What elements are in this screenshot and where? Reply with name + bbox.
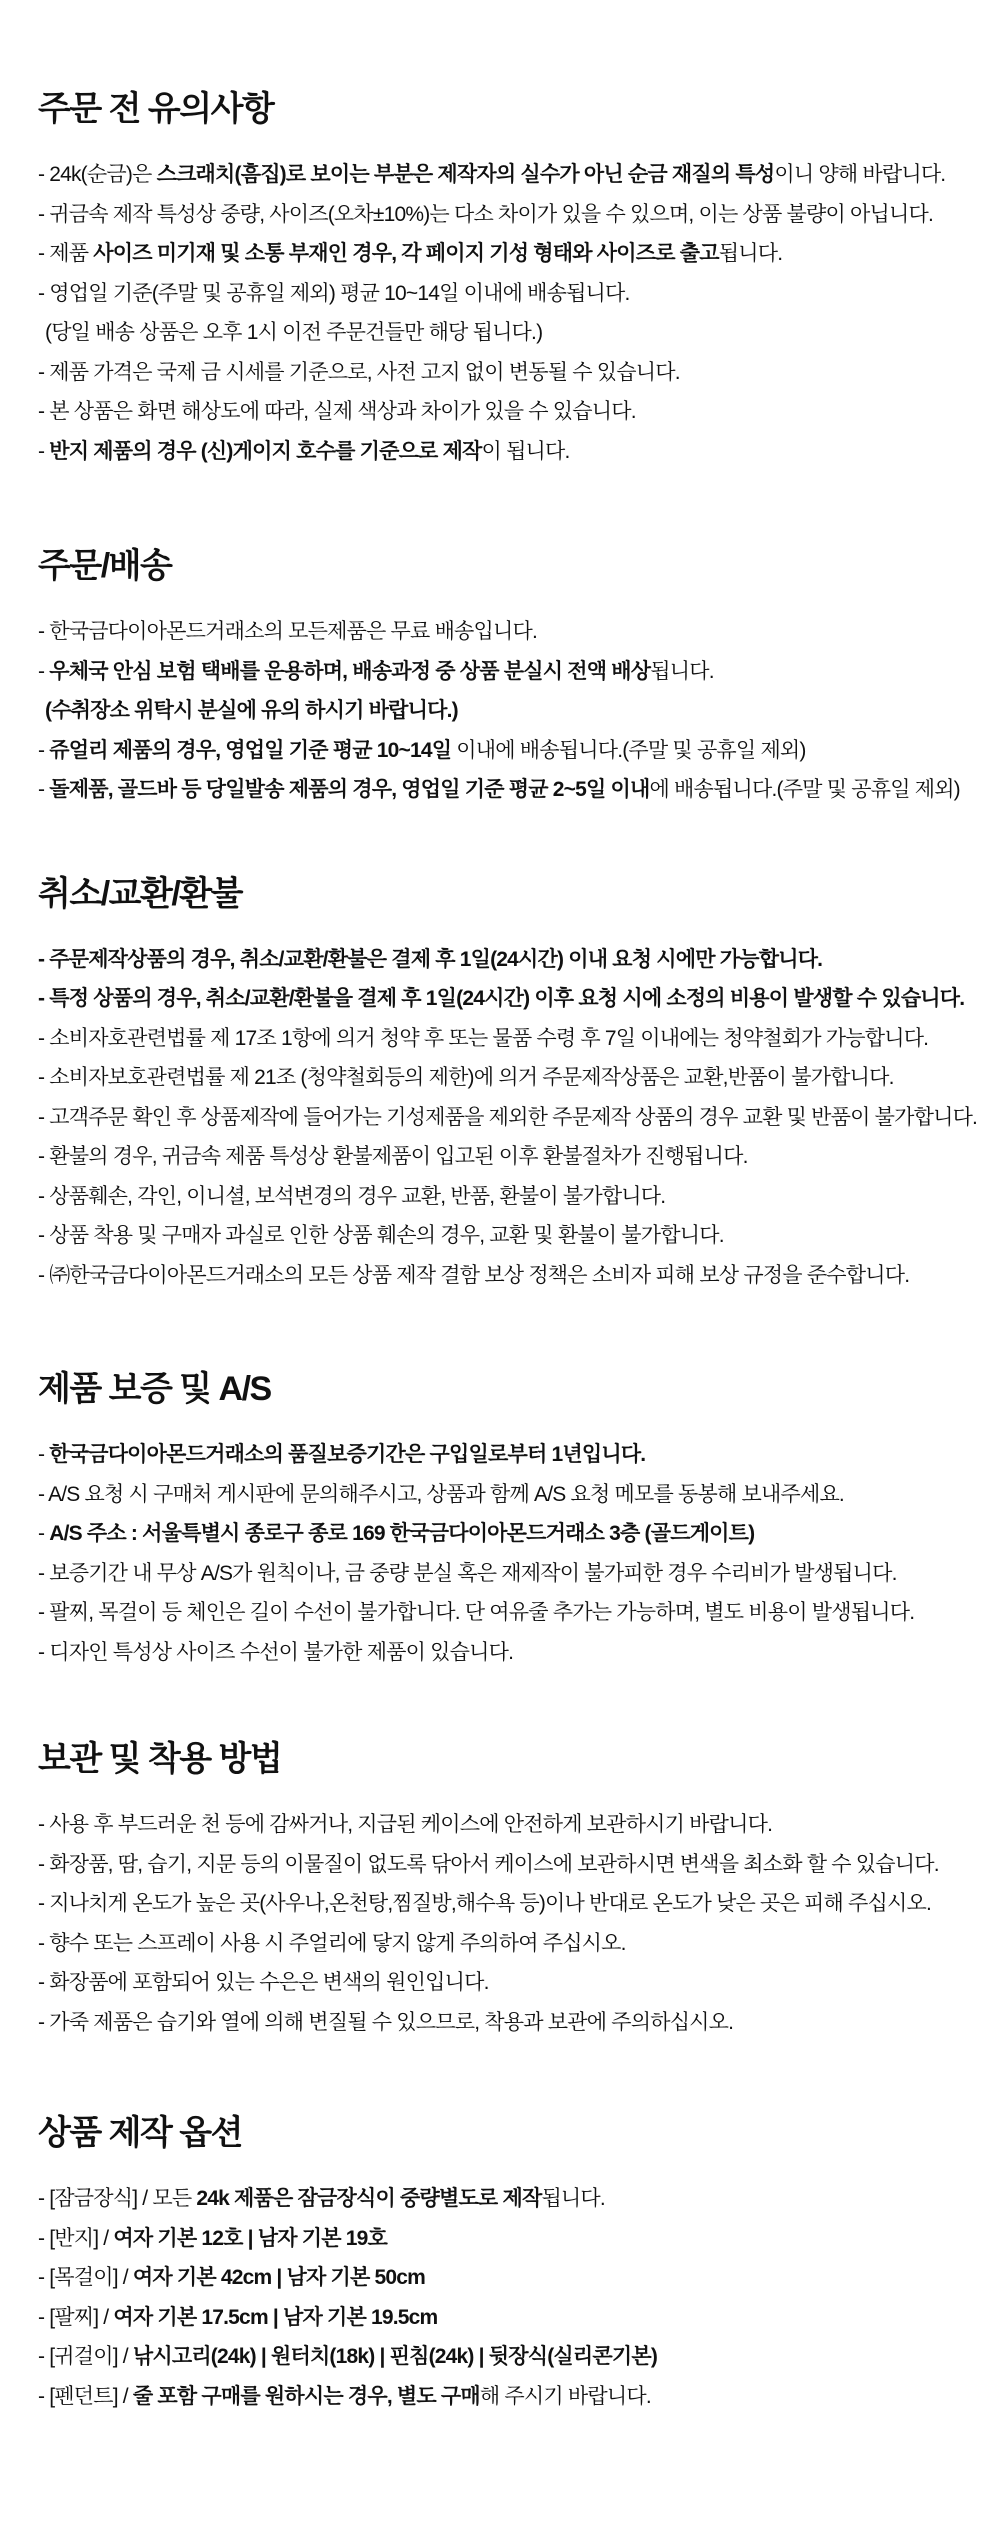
text-segment: 24k 제품은 잠금장식이 중량별도로 제작 [196,2187,542,2210]
list-item [38,1177,1000,1217]
text-segment: 됩니다. [650,659,714,683]
list-item [38,1884,1000,1924]
text-segment: 낚시고리(24k) | 원터치(18k) | 핀침(24k) | 뒷장식(실리콘기본) [132,2345,658,2368]
list-item [38,940,1000,980]
list-item [38,2219,1000,2259]
text-segment: (당일 배송 상품은 오후 1시 이전 주문건들만 해당 됩니다.) [45,321,543,344]
text-segment: - [38,778,50,801]
text-segment: - [38,738,50,762]
list-item [38,392,1000,432]
notice-section [38,2113,1000,2416]
list-item [38,2377,1000,2417]
text-segment: - 24k(순금)은 [38,163,157,186]
text-segment: - 고객주문 확인 후 상품제작에 들어가는 기성제품을 제외한 주문제작 상품의 경우 교환 및 반품이 불가합니다. [38,1105,978,1129]
text-segment: - 소비자보호관련법률 제 21조 (청약철회등의 제한)에 의거 주문제작상품은 교환,반품이 불가합니다. [38,1066,894,1089]
section-title: 주문 전 유의사항 [38,90,274,128]
section-title: 주문/배송 [38,547,172,585]
text-segment: - 지나치게 온도가 높은 곳(사우나,온천탕,찜질방,해수욕 등)이나 반대로 온도가 낮은 곳은 피해 주십시오. [38,1892,932,1915]
section-items [38,155,1000,471]
list-item [38,1435,1000,1475]
text-segment: - 영업일 기준(주말 및 공휴일 제외) 평균 10~14일 이내에 배송됩니다. [38,281,630,305]
text-segment: A/S 주소 : 서울특별시 종로구 종로 169 한국금다이아몬드거래소 3층 (골드게이트) [49,1522,755,1545]
list-item [38,1554,1000,1594]
list-item [38,1963,1000,2003]
list-item [38,1256,1000,1296]
text-segment: - [팔찌] / [38,2305,114,2329]
notice-section [38,874,1000,1296]
list-item [38,313,1000,353]
text-segment: - 팔찌, 목걸이 등 체인은 길이 수선이 불가합니다. 단 여유줄 추가는 가능하며, 별도 비용이 발생됩니다. [38,1601,915,1624]
text-segment: 이 됩니다. [481,439,570,463]
text-segment: (수취장소 위탁시 분실에 유의 하시기 바랍니다.) [45,699,458,722]
text-segment: - 화장품에 포함되어 있는 수은은 변색의 원인입니다. [38,1971,489,1994]
text-segment: - 가죽 제품은 습기와 열에 의해 변질될 수 있으므로, 착용과 보관에 주의하십시오. [38,2010,734,2034]
list-item [38,1058,1000,1098]
text-segment: - 특정 상품의 경우, 취소/교환/환불을 결제 후 1일(24시간) 이후 요청 시에 소정의 비용이 발생할 수 있습니다. [38,987,965,1010]
text-segment: - [목걸이] / [38,2266,133,2289]
text-segment: 여자 기본 17.5cm | 남자 기본 19.5cm [113,2305,438,2329]
notice-section [38,1739,1000,2042]
section-title: 제품 보증 및 A/S [38,1370,271,1408]
text-segment: - [38,659,50,683]
list-item [38,1137,1000,1177]
list-item [38,979,1000,1019]
list-item [38,1098,1000,1138]
text-segment: - [잠금장식] / 모든 [38,2187,197,2210]
list-item [38,691,1000,731]
list-item [38,731,1000,771]
text-segment: - ㈜한국금다이아몬드거래소의 모든 상품 제작 결함 보상 정책은 소비자 피해 보상 규정을 준수합니다. [38,1263,910,1287]
section-items [38,1435,1000,1672]
text-segment: - 디자인 특성상 사이즈 수선이 불가한 제품이 있습니다. [38,1640,514,1664]
text-segment: - 환불의 경우, 귀금속 제품 특성상 환불제품이 입고된 이후 환불절차가 진행됩니다. [38,1145,748,1168]
list-item [38,770,1000,810]
list-item [38,652,1000,692]
section-title: 보관 및 착용 방법 [38,1740,282,1778]
text-segment: - 소비자호관련법률 제 17조 1항에 의거 청약 후 또는 물품 수령 후 7일 이내에는 청약철회가 가능합니다. [38,1026,929,1050]
section-title: 상품 제작 옵션 [38,2114,242,2152]
list-item [38,274,1000,314]
section-items [38,1805,1000,2042]
text-segment: 우체국 안심 보험 택배를 운용하며, 배송과정 중 상품 분실시 전액 배상 [49,659,651,683]
text-segment: - [38,1443,50,1466]
text-segment: - 주문제작상품의 경우, 취소/교환/환불은 결제 후 1일(24시간) 이내 요청 시에만 가능합니다. [38,947,823,971]
text-segment: - 상품 착용 및 구매자 과실로 인한 상품 훼손의 경우, 교환 및 환불이 불가합니다. [38,1224,724,1247]
list-item [38,432,1000,472]
list-item [38,353,1000,393]
list-item [38,2179,1000,2219]
text-segment: 해 주시기 바랍니다. [479,2384,651,2408]
list-item [38,1633,1000,1673]
text-segment: 여자 기본 12호 | 남자 기본 19호 [113,2226,388,2250]
text-segment: 사이즈 미기재 및 소통 부재인 경우, 각 페이지 기성 형태와 사이즈로 출고 [93,242,719,265]
list-item [38,1216,1000,1256]
text-segment: - 보증기간 내 무상 A/S가 원칙이나, 금 중량 분실 혹은 재제작이 불가피한 경우 수리비가 발생됩니다. [38,1561,897,1585]
list-item [38,234,1000,274]
text-segment: 됩니다. [541,2187,605,2210]
text-segment: - [귀걸이] / [38,2345,133,2368]
list-item [38,2337,1000,2377]
notice-sections [38,89,1000,2416]
text-segment: - 귀금속 제작 특성상 중량, 사이즈(오차±10%)는 다소 차이가 있을 수 있으며, 이는 상품 불량이 아닙니다. [38,202,933,226]
notice-section [38,89,1000,471]
text-segment: - 한국금다이아몬드거래소의 모든제품은 무료 배송입니다. [38,620,538,643]
text-segment: - 화장품, 땀, 습기, 지문 등의 이물질이 없도록 닦아서 케이스에 보관하시면 변색을 최소화 할 수 있습니다. [38,1852,939,1876]
section-items [38,2179,1000,2416]
text-segment: - [38,1522,50,1545]
text-segment: 여자 기본 42cm | 남자 기본 50cm [132,2266,426,2289]
list-item [38,2258,1000,2298]
section-items [38,612,1000,810]
list-item [38,1805,1000,1845]
notice-section [38,546,1000,810]
text-segment: 스크래치(흠집)로 보이는 부분은 제작자의 실수가 아닌 순금 재질의 특성 [156,163,775,186]
text-segment: - [반지] / [38,2226,114,2250]
text-segment: 반지 제품의 경우 (신)게이지 호수를 기준으로 제작 [49,439,482,463]
notice-section [38,1369,1000,1672]
text-segment: - 향수 또는 스프레이 사용 시 주얼리에 닿지 않게 주의하여 주십시오. [38,1931,626,1955]
text-segment: - [38,439,50,463]
text-segment: - 제품 [38,242,94,265]
list-item [38,1019,1000,1059]
section-title: 취소/교환/환불 [38,874,242,913]
list-item [38,1845,1000,1885]
list-item [38,612,1000,652]
text-segment: 이내에 배송됩니다.(주말 및 공휴일 제외) [451,738,806,762]
list-item [38,2298,1000,2338]
text-segment: 줄 포함 구매를 원하시는 경우, 별도 구매 [132,2384,480,2408]
text-segment: - 제품 가격은 국제 금 시세를 기준으로, 사전 고지 없이 변동될 수 있습니다. [38,360,680,384]
section-items [38,940,1000,1296]
text-segment: - 본 상품은 화면 해상도에 따라, 실제 색상과 차이가 있을 수 있습니다. [38,400,636,423]
text-segment: 됩니다. [718,242,783,265]
list-item [38,195,1000,235]
text-segment: - 사용 후 부드러운 천 등에 감싸거나, 지급된 케이스에 안전하게 보관하시기 바랍니다. [38,1813,773,1836]
list-item [38,2003,1000,2043]
text-segment: - [펜던트] / [38,2384,133,2408]
text-segment: - A/S 요청 시 구매처 게시판에 문의해주시고, 상품과 함께 A/S 요청 메모를 동봉해 보내주세요. [38,1482,844,1506]
list-item [38,1514,1000,1554]
text-segment: 한국금다이아몬드거래소의 품질보증기간은 구입일로부터 1년입니다. [49,1443,646,1466]
list-item [38,1924,1000,1964]
list-item [38,1475,1000,1515]
list-item [38,155,1000,195]
text-segment: 이니 양해 바랍니다. [774,163,946,186]
text-segment: 쥬얼리 제품의 경우, 영업일 기준 평균 10~14일 [49,738,452,762]
text-segment: 에 배송됩니다.(주말 및 공휴일 제외) [649,778,960,801]
text-segment: - 상품훼손, 각인, 이니셜, 보석변경의 경우 교환, 반품, 환불이 불가합니다. [38,1184,666,1208]
list-item [38,1593,1000,1633]
text-segment: 돌제품, 골드바 등 당일발송 제품의 경우, 영업일 기준 평균 2~5일 이내 [49,778,650,801]
